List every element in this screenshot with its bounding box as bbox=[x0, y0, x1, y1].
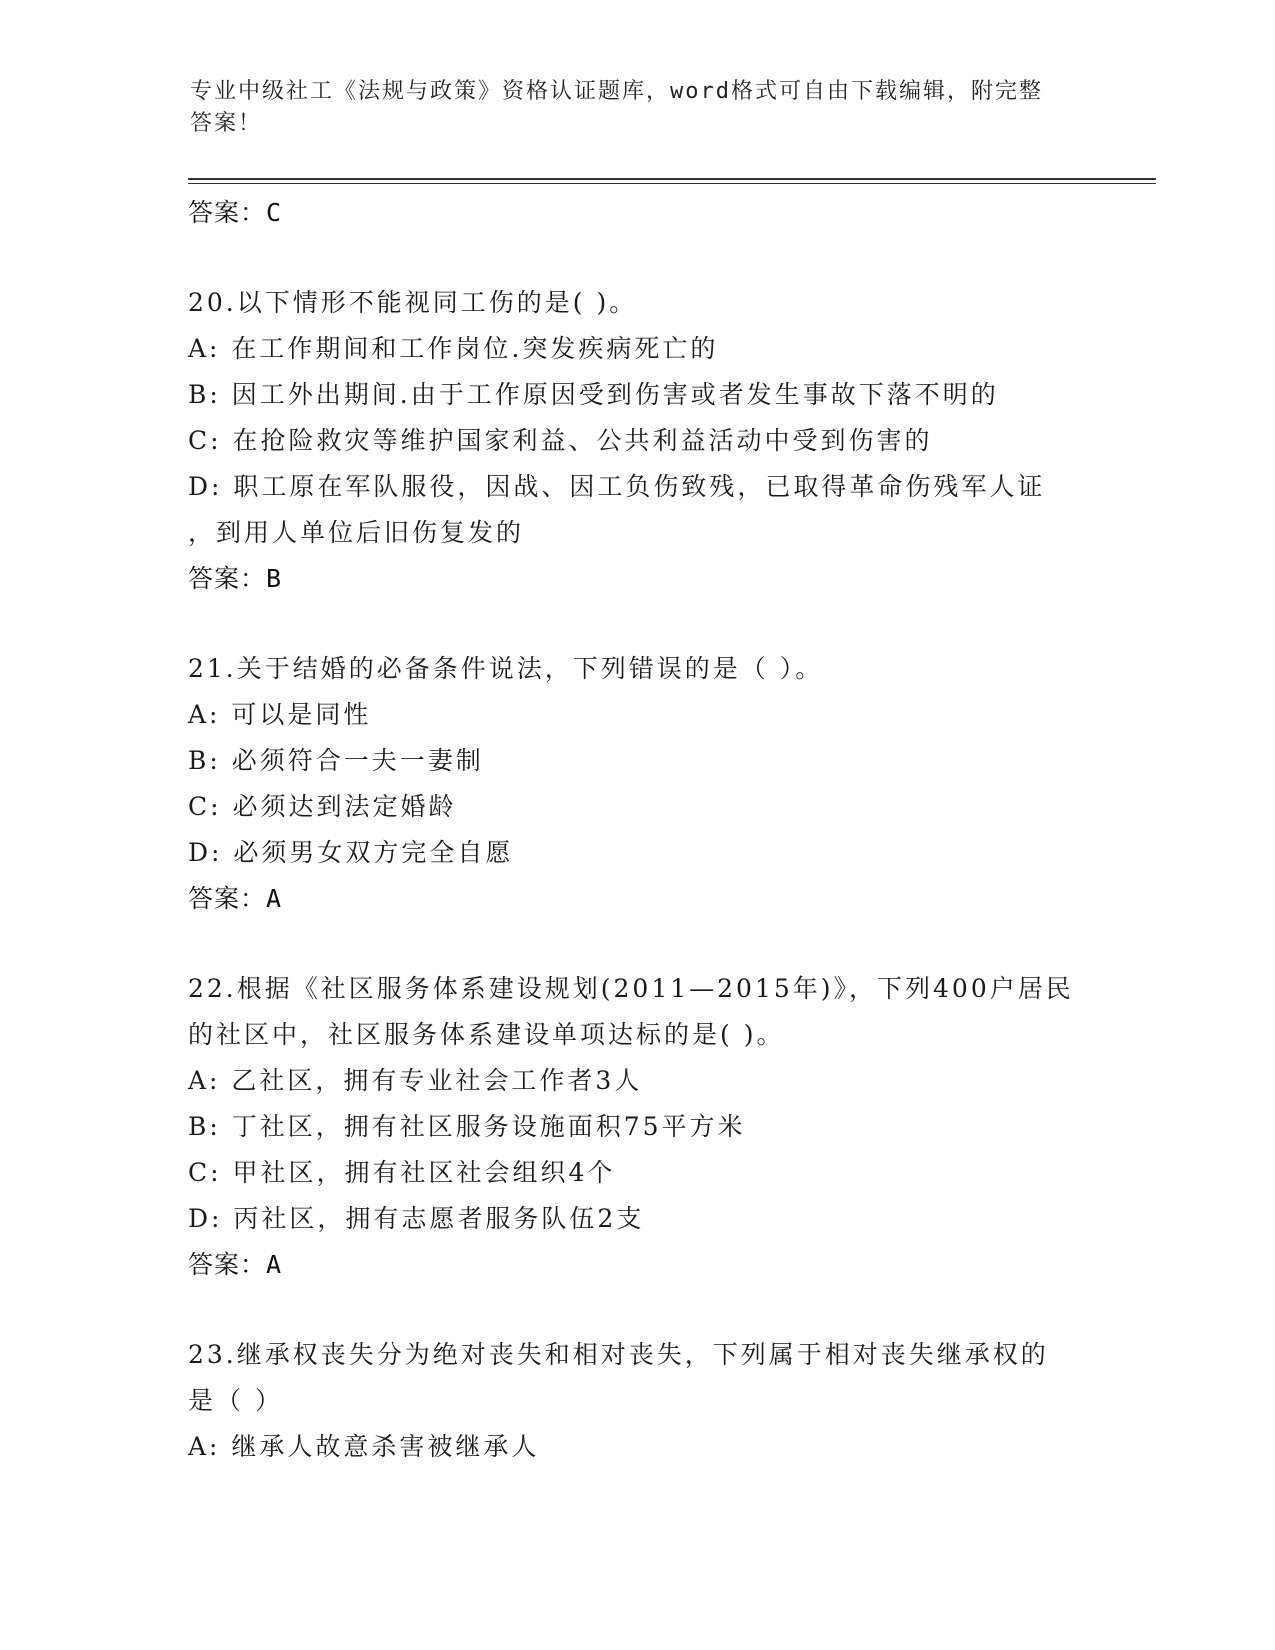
header-line-1: 专业中级社工《法规与政策》资格认证题库，word格式可自由下载编辑，附完整 bbox=[190, 79, 1043, 104]
option-a: A: 在工作期间和工作岗位.突发疾病死亡的 bbox=[188, 334, 719, 363]
option-c: C: 在抢险救灾等维护国家利益、公共利益活动中受到伤害的 bbox=[188, 426, 933, 455]
option-b: B: 因工外出期间.由于工作原因受到伤害或者发生事故下落不明的 bbox=[188, 380, 999, 409]
option-a: A: 继承人故意杀害被继承人 bbox=[188, 1432, 540, 1461]
option-b: B: 丁社区，拥有社区服务设施面积75平方米 bbox=[188, 1112, 746, 1141]
option-b: B: 必须符合一夫一妻制 bbox=[188, 746, 484, 775]
option-d-continuation: ，到用人单位后旧伤复发的 bbox=[188, 518, 525, 547]
document-header bbox=[190, 76, 1080, 140]
question-stem: 23.继承权丧失分为绝对丧失和相对丧失，下列属于相对丧失继承权的 bbox=[188, 1340, 1049, 1369]
question-item bbox=[188, 646, 1098, 922]
question-list bbox=[188, 186, 1098, 1470]
option-a: A: 乙社区，拥有专业社会工作者3人 bbox=[188, 1066, 643, 1095]
question-stem: 20.以下情形不能视同工伤的是( )。 bbox=[188, 288, 638, 317]
option-c: C: 甲社区，拥有社区社会组织4个 bbox=[188, 1158, 616, 1187]
question-stem: 22.根据《社区服务体系建设规划(2011—2015年)》，下列400户居民 bbox=[188, 974, 1074, 1003]
answer-label: 答案：A bbox=[188, 884, 283, 913]
option-c: C: 必须达到法定婚龄 bbox=[188, 792, 457, 821]
question-stem: 21.关于结婚的必备条件说法，下列错误的是（ ）。 bbox=[188, 654, 824, 683]
option-d: D: 必须男女双方完全自愿 bbox=[188, 838, 514, 867]
header-line-2: 答案！ bbox=[190, 111, 263, 136]
option-a: A: 可以是同性 bbox=[188, 700, 372, 729]
question-item bbox=[188, 966, 1098, 1288]
question-stem-continuation: 的社区中，社区服务体系建设单项达标的是( )。 bbox=[188, 1020, 785, 1049]
answer-label: 答案：C bbox=[188, 198, 283, 227]
option-d: D: 丙社区，拥有志愿者服务队伍2支 bbox=[188, 1204, 645, 1233]
answer-label: 答案：B bbox=[188, 564, 283, 593]
header-divider-top bbox=[188, 178, 1156, 180]
question-stem-continuation: 是（ ） bbox=[188, 1386, 283, 1415]
option-d: D: 职工原在军队服役，因战、因工负伤致残，已取得革命伤残军人证 bbox=[188, 472, 1046, 501]
question-item bbox=[188, 280, 1098, 602]
answer-label: 答案：A bbox=[188, 1250, 283, 1279]
header-divider-bottom bbox=[188, 183, 1156, 184]
question-item bbox=[188, 1332, 1098, 1470]
